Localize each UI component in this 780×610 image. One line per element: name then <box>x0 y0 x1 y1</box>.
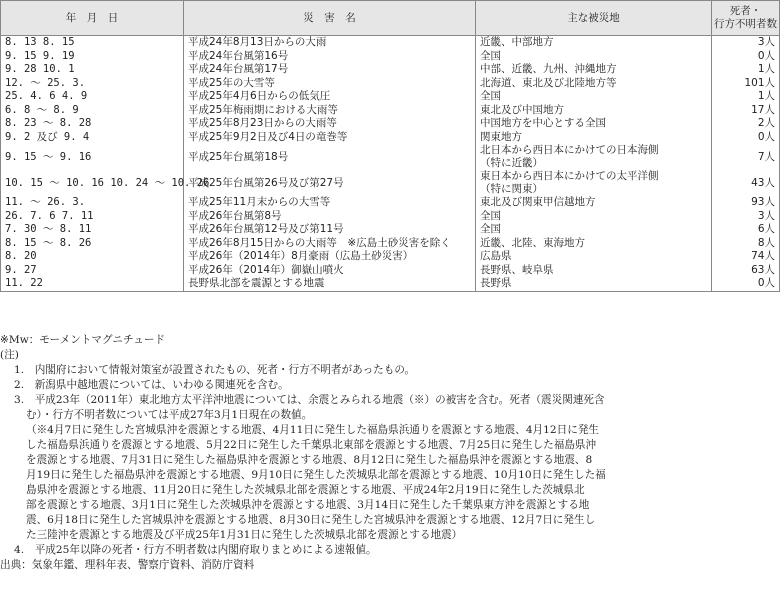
date-cell: 6. 8 ～ 8. 9 <box>1 104 184 118</box>
table-row <box>1 131 780 145</box>
header-death-toll: 死者・ 行方不明者数 <box>712 1 780 36</box>
table-row <box>1 63 780 77</box>
affected-area-cell: 東日本から西日本にかけての太平洋側 （特に関東） <box>476 170 712 196</box>
death-toll-cell: 6人 <box>712 223 780 237</box>
note-3-detail: （※4月7日に発生した宮城県沖を震源とする地震、4月11日に発生した福島県浜通りを震源とする地震、4月12日に発生 <box>26 424 600 436</box>
table-row <box>1 144 780 170</box>
table-row <box>1 196 780 210</box>
disaster-name-cell: 平成26年（2014年）8月豪雨（広島土砂災害） <box>184 250 476 264</box>
table-row <box>1 50 780 64</box>
table-row <box>1 170 780 196</box>
death-toll-cell: 93人 <box>712 196 780 210</box>
disaster-name-cell: 長野県北部を震源とする地震 <box>184 277 476 291</box>
disaster-name-cell: 平成25年9月2日及び4日の竜巻等 <box>184 131 476 145</box>
note-3: 3. 平成23年（2011年）東北地方太平洋沖地震については、余震とみられる地震（※）の被害を含む。死者（震災関連死含 <box>14 394 605 406</box>
disaster-name-cell: 平成25年8月23日からの大雨等 <box>184 117 476 131</box>
death-toll-cell: 1人 <box>712 63 780 77</box>
date-cell: 8. 23 ～ 8. 28 <box>1 117 184 131</box>
death-toll-cell: 0人 <box>712 277 780 291</box>
source-line: 出典：気象年鑑、理科年表、警察庁資料、消防庁資料 <box>0 559 255 571</box>
death-toll-cell: 2人 <box>712 117 780 131</box>
table-body <box>1 36 780 292</box>
table-row <box>1 264 780 278</box>
disaster-name-cell: 平成25年台風第26号及び第27号 <box>184 170 476 196</box>
death-toll-cell: 74人 <box>712 250 780 264</box>
disaster-name-cell: 平成25年台風第18号 <box>184 144 476 170</box>
death-toll-cell: 63人 <box>712 264 780 278</box>
date-cell: 7. 30 ～ 8. 11 <box>1 223 184 237</box>
affected-area-cell: 広島県 <box>476 250 712 264</box>
affected-area-cell: 長野県 <box>476 277 712 291</box>
death-toll-cell: 3人 <box>712 36 780 50</box>
note-1: 1. 内閣府において情報対策室が設置されたもの、死者・行方不明者があったもの。 <box>14 364 416 376</box>
table-row <box>1 250 780 264</box>
death-toll-cell: 101人 <box>712 77 780 91</box>
note-3-detail: た三陸沖を震源とする地震及び平成25年1月31日に発生した茨城県北部を震源とする地震） <box>26 529 463 541</box>
affected-area-cell: 中国地方を中心とする全国 <box>476 117 712 131</box>
table-row <box>1 237 780 251</box>
header-date: 年 月 日 <box>1 1 184 36</box>
date-cell: 10. 15 ～ 10. 16 10. 24 ～ 10. 26 <box>1 170 184 196</box>
note-3-detail: 震、6月18日に発生した宮城県沖を震源とする地震、8月30日に発生した宮城県沖を震源とする地震、12月7日に発生し <box>26 514 596 526</box>
disaster-name-cell: 平成25年4月6日からの低気圧 <box>184 90 476 104</box>
note-4: 4. 平成25年以降の死者・行方不明者数は内閣府取りまとめによる速報値。 <box>14 544 377 556</box>
death-toll-cell: 0人 <box>712 131 780 145</box>
death-toll-cell: 1人 <box>712 90 780 104</box>
affected-area-cell: 東北及び中国地方 <box>476 104 712 118</box>
affected-area-cell: 東北及び関東甲信越地方 <box>476 196 712 210</box>
table-row <box>1 223 780 237</box>
affected-area-cell: 全国 <box>476 210 712 224</box>
table-row <box>1 77 780 91</box>
table-row <box>1 210 780 224</box>
death-toll-cell: 7人 <box>712 144 780 170</box>
date-cell: 8. 20 <box>1 250 184 264</box>
date-cell: 11. 22 <box>1 277 184 291</box>
disaster-name-cell: 平成26年台風第8号 <box>184 210 476 224</box>
disaster-name-cell: 平成24年台風第17号 <box>184 63 476 77</box>
disaster-name-cell: 平成26年台風第12号及び第11号 <box>184 223 476 237</box>
note-3-detail: 部を震源とする地震、3月1日に発生した茨城県沖を震源とする地震、3月14日に発生した千葉県東方沖を震源とする地 <box>26 499 590 511</box>
disaster-name-cell: 平成25年11月末からの大雪等 <box>184 196 476 210</box>
death-toll-cell: 3人 <box>712 210 780 224</box>
affected-area-cell: 北海道、東北及び北陸地方等 <box>476 77 712 91</box>
mw-note: ※Mw：モーメントマグニチュード <box>0 334 166 346</box>
date-cell: 8. 15 ～ 8. 26 <box>1 237 184 251</box>
death-toll-cell: 0人 <box>712 50 780 64</box>
date-cell: 12. ～ 25. 3. <box>1 77 184 91</box>
date-cell: 11. ～ 26. 3. <box>1 196 184 210</box>
header-affected-area: 主な被災地 <box>476 1 712 36</box>
table-row <box>1 277 780 291</box>
date-cell: 25. 4. 6 4. 9 <box>1 90 184 104</box>
disaster-name-cell: 平成26年8月15日からの大雨等 ※広島土砂災害を除く <box>184 237 476 251</box>
date-cell: 9. 2 及び 9. 4 <box>1 131 184 145</box>
note-3-detail: を震源とする地震、7月31日に発生した福島県沖を震源とする地震、8月12日に発生した福島県沖を震源とする地震、8 <box>26 454 593 466</box>
disaster-name-cell: 平成25年の大雪等 <box>184 77 476 91</box>
affected-area-cell: 全国 <box>476 50 712 64</box>
death-toll-cell: 43人 <box>712 170 780 196</box>
table-row <box>1 36 780 50</box>
disaster-name-cell: 平成25年梅雨期における大雨等 <box>184 104 476 118</box>
table-header-row <box>1 1 780 36</box>
affected-area-cell: 全国 <box>476 223 712 237</box>
affected-area-cell: 近畿、中部地方 <box>476 36 712 50</box>
note-3-detail: 月19日に発生した福島県沖を震源とする地震、9月10日に発生した茨城県北部を震源とする地震、10月10日に発生した福 <box>26 469 606 481</box>
disaster-table <box>0 0 780 292</box>
affected-area-cell: 北日本から西日本にかけての日本海側 （特に近畿） <box>476 144 712 170</box>
date-cell: 9. 27 <box>1 264 184 278</box>
notes-heading: (注) <box>0 349 19 361</box>
note-3-detail: した福島県浜通りを震源とする地震、5月22日に発生した千葉県北東部を震源とする地震、7月25日に発生した福島県沖 <box>26 439 597 451</box>
disaster-name-cell: 平成26年（2014年）御嶽山噴火 <box>184 264 476 278</box>
date-cell: 26. 7. 6 7. 11 <box>1 210 184 224</box>
affected-area-cell: 全国 <box>476 90 712 104</box>
note-3-detail: 島県沖を震源とする地震、11月20日に発生した茨城県北部を震源とする地震、平成24年2月19日に発生した茨城県北 <box>26 484 585 496</box>
date-cell: 8. 13 8. 15 <box>1 36 184 50</box>
affected-area-cell: 長野県、岐阜県 <box>476 264 712 278</box>
table-row <box>1 117 780 131</box>
date-cell: 9. 28 10. 1 <box>1 63 184 77</box>
date-cell: 9. 15 ～ 9. 16 <box>1 144 184 170</box>
table-row <box>1 104 780 118</box>
notes-section <box>0 333 780 573</box>
death-toll-cell: 17人 <box>712 104 780 118</box>
note-2: 2. 新潟県中越地震については、いわゆる関連死を含む。 <box>14 379 289 391</box>
disaster-name-cell: 平成24年8月13日からの大雨 <box>184 36 476 50</box>
date-cell: 9. 15 9. 19 <box>1 50 184 64</box>
table-row <box>1 90 780 104</box>
affected-area-cell: 中部、近畿、九州、沖縄地方 <box>476 63 712 77</box>
affected-area-cell: 関東地方 <box>476 131 712 145</box>
header-disaster-name: 災 害 名 <box>184 1 476 36</box>
disaster-name-cell: 平成24年台風第16号 <box>184 50 476 64</box>
note-3-cont: む）・行方不明者数については平成27年3月1日現在の数値。 <box>26 409 313 421</box>
death-toll-cell: 8人 <box>712 237 780 251</box>
affected-area-cell: 近畿、北陸、東海地方 <box>476 237 712 251</box>
